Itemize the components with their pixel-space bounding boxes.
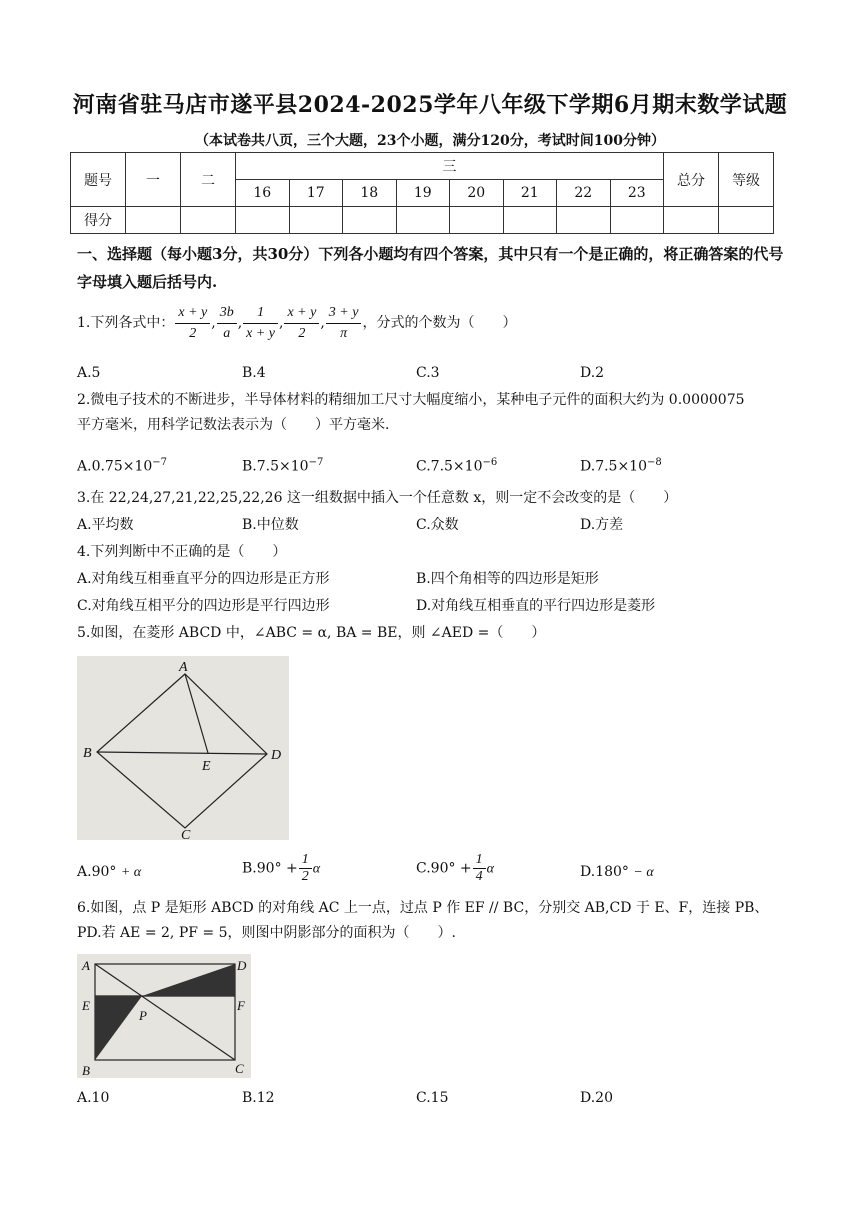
score-cell[interactable] xyxy=(557,207,611,234)
score-cell[interactable] xyxy=(719,207,774,234)
label-e: E xyxy=(202,759,211,774)
option-a[interactable]: A.10 xyxy=(77,1090,110,1106)
sub-header-cell: 19 xyxy=(396,180,450,207)
label-b: B xyxy=(83,746,92,761)
option-a[interactable]: A.90° + α xyxy=(77,864,142,880)
label-b: B xyxy=(82,1063,90,1078)
score-cell[interactable] xyxy=(181,207,236,234)
option-d[interactable]: D.20 xyxy=(580,1090,613,1106)
fraction: $\frac{3b}{a}$ xyxy=(217,303,237,344)
option-d[interactable]: D.对角线互相垂直的平行四边形是菱形 xyxy=(416,598,656,614)
option-d[interactable]: $D.7.5\times 10^{-8}$ xyxy=(580,457,662,475)
sub-header-cell: 16 xyxy=(236,180,290,207)
option-b[interactable]: B.4 xyxy=(242,365,266,381)
option-a[interactable]: A.平均数 xyxy=(77,517,134,533)
score-row-label: 得分 xyxy=(71,207,126,234)
option-b[interactable]: B.四个角相等的四边形是矩形 xyxy=(416,571,599,587)
section-heading: 一、选择题（每小题3分，共30分）下列各小题均有四个答案，其中只有一个是正确的，将正确答案的代号字母填入题后括号内. xyxy=(77,245,784,291)
question-4: 4.下列判断中不正确的是（ ） xyxy=(77,544,287,560)
fraction: $\frac{x + y}{2}$ xyxy=(175,303,210,344)
label-e: E xyxy=(82,998,90,1013)
option-b[interactable]: B.90° + $\frac{1}{2}$ α xyxy=(242,852,321,884)
score-cell[interactable] xyxy=(450,207,504,234)
label-f: F xyxy=(237,998,245,1013)
score-cell[interactable] xyxy=(343,207,397,234)
label-p: P xyxy=(139,1008,147,1023)
sub-header-cell: 18 xyxy=(343,180,397,207)
rhombus-figure xyxy=(77,656,289,840)
question-3: 3.在 22,24,27,21,22,25,22,26 这一组数据中插入一个任意数 x，则一定不会改变的是（ ） xyxy=(77,490,678,506)
fraction: $\frac{x + y}{2}$ xyxy=(284,303,319,344)
question-2-line2: 平方毫米，用科学记数法表示为（ ）平方毫米. xyxy=(77,417,390,433)
header-cell: 一 xyxy=(126,153,181,207)
sub-header-cell: 17 xyxy=(289,180,343,207)
fraction: $\frac{3 + y}{\pi}$ xyxy=(326,303,362,344)
label-c: C xyxy=(235,1061,244,1076)
header-cell: 三 xyxy=(236,153,664,180)
score-cell[interactable] xyxy=(610,207,664,234)
header-cell: 总分 xyxy=(664,153,719,207)
header-cell: 题号 xyxy=(71,153,126,207)
score-table xyxy=(70,152,774,234)
score-cell[interactable] xyxy=(503,207,557,234)
question-stem: 1.下列各式中： xyxy=(77,315,175,331)
page-title: 河南省驻马店市遂平县2024-2025学年八年级下学期6月期末数学试题 xyxy=(72,92,788,118)
label-c: C xyxy=(181,828,191,840)
option-a[interactable]: $A.0.75\times 10^{-7}$ xyxy=(77,457,168,475)
label-d: D xyxy=(271,748,282,763)
option-d[interactable]: D.180° − α xyxy=(580,864,654,880)
label-d: D xyxy=(237,958,247,973)
option-a[interactable]: A.对角线互相垂直平分的四边形是正方形 xyxy=(77,571,330,587)
header-cell: 等级 xyxy=(719,153,774,207)
option-c[interactable]: C.3 xyxy=(416,365,440,381)
option-c[interactable]: C.90° + $\frac{1}{4}$ α xyxy=(416,852,495,884)
option-b[interactable]: $B.7.5\times 10^{-7}$ xyxy=(242,457,324,475)
question-1: 1.下列各式中： $\frac{x + y}{2}$ , $\frac{3b}{a}$ , $\frac{1}{x + y}$ , $\frac{x + y}{2}$ , $\frac{3 + y}{\pi}$ ，分式的个数为（ ） xyxy=(77,301,797,345)
score-cell[interactable] xyxy=(289,207,343,234)
option-c[interactable]: C.众数 xyxy=(416,517,459,533)
option-c[interactable]: $C.7.5\times 10^{-6}$ xyxy=(416,457,498,475)
option-b[interactable]: B.12 xyxy=(242,1090,275,1106)
score-cell[interactable] xyxy=(236,207,290,234)
question-5: 5.如图，在菱形 ABCD 中，∠ABC = α, BA = BE，则 ∠AED =（ ） xyxy=(77,625,546,641)
sub-header-cell: 21 xyxy=(503,180,557,207)
option-c[interactable]: C.对角线互相平分的四边形是平行四边形 xyxy=(77,598,330,614)
fraction: $\frac{1}{x + y}$ xyxy=(243,303,278,344)
sub-header-cell: 22 xyxy=(557,180,611,207)
label-a: A xyxy=(179,660,188,675)
sub-header-cell: 23 xyxy=(610,180,664,207)
exam-info: （本试卷共八页，三个大题，23个小题，满分120分，考试时间100分钟） xyxy=(195,133,665,149)
header-cell: 二 xyxy=(181,153,236,207)
score-cell[interactable] xyxy=(664,207,719,234)
option-b[interactable]: B.中位数 xyxy=(242,517,299,533)
question-6-line1: 6.如图，点 P 是矩形 ABCD 的对角线 AC 上一点，过点 P 作 EF // BC，分别交 AB,CD 于 E、F，连接 PB、 xyxy=(77,900,769,916)
sub-header-cell: 20 xyxy=(450,180,504,207)
question-6-line2: PD.若 AE = 2, PF = 5，则图中阴影部分的面积为（ ）. xyxy=(77,925,456,941)
option-d[interactable]: D.方差 xyxy=(580,517,624,533)
score-cell[interactable] xyxy=(396,207,450,234)
score-cell[interactable] xyxy=(126,207,181,234)
question-2-line1: 2.微电子技术的不断进步，半导体材料的精细加工尺寸大幅度缩小，某种电子元件的面积大约为 0.0000075 xyxy=(77,392,745,408)
option-d[interactable]: D.2 xyxy=(580,365,605,381)
option-a[interactable]: A.5 xyxy=(77,365,101,381)
question-stem: ，分式的个数为（ ） xyxy=(362,315,517,331)
label-a: A xyxy=(82,958,90,973)
option-c[interactable]: C.15 xyxy=(416,1090,449,1106)
rectangle-figure xyxy=(77,954,251,1078)
